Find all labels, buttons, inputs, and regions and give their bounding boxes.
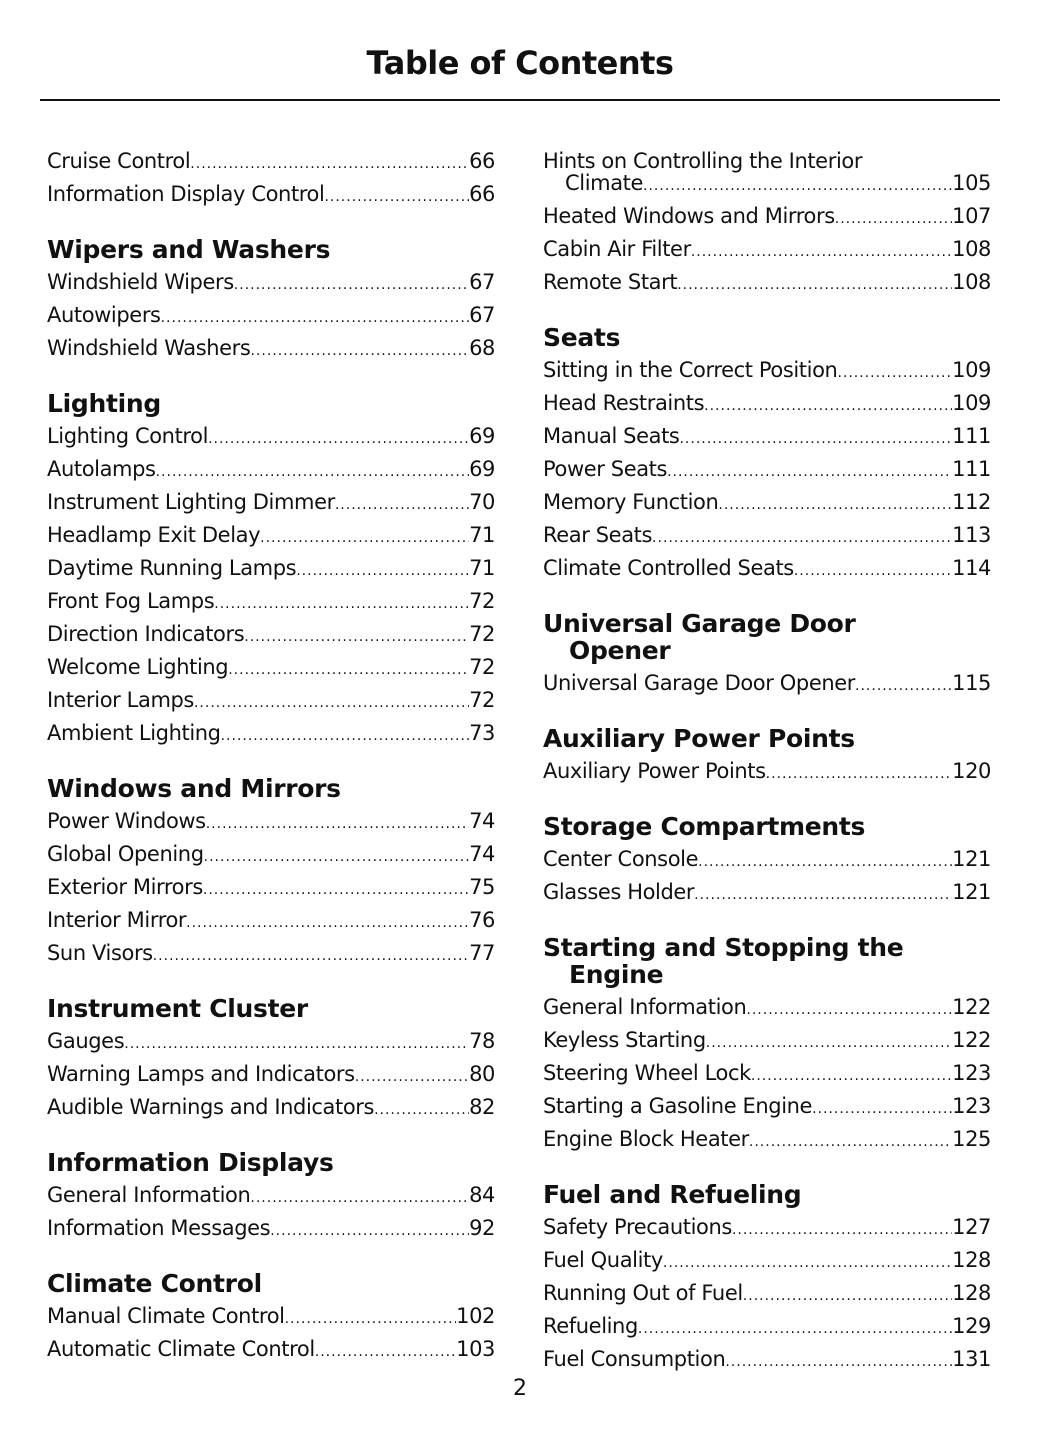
toc-entry-page: 127 — [952, 1215, 991, 1239]
toc-entry-label: Refueling — [543, 1314, 638, 1338]
toc-entry-label: Center Console — [543, 847, 699, 871]
toc-entry-label: Cruise Control — [47, 149, 191, 173]
toc-entry-page: 80 — [469, 1062, 495, 1086]
toc-entry-page: 77 — [469, 941, 495, 965]
dot-leader — [315, 1337, 456, 1367]
section-heading-text: Climate Control — [47, 1269, 262, 1298]
toc-entry-label: Gauges — [47, 1029, 125, 1053]
dot-leader — [704, 391, 952, 421]
toc-entry-page: 120 — [952, 759, 991, 783]
toc-entry[interactable] — [47, 685, 495, 718]
toc-entry[interactable] — [543, 267, 991, 300]
toc-entry[interactable] — [47, 1092, 495, 1125]
toc-entry[interactable] — [543, 1245, 991, 1278]
toc-entry[interactable] — [47, 1059, 495, 1092]
toc-entry-page: 115 — [952, 671, 991, 695]
section-heading — [47, 236, 495, 263]
toc-entry[interactable] — [47, 718, 495, 751]
dot-leader — [194, 688, 469, 718]
dot-leader — [743, 1281, 952, 1311]
toc-entry-page: 69 — [469, 424, 495, 448]
section-heading — [543, 610, 991, 664]
dot-leader — [663, 1248, 952, 1278]
toc-entry[interactable] — [543, 487, 991, 520]
toc-entry-page: 66 — [469, 182, 495, 206]
toc-entry[interactable] — [47, 520, 495, 553]
toc-entry-label: Steering Wheel Lock — [543, 1061, 751, 1085]
toc-entry[interactable] — [543, 146, 991, 201]
toc-entry-page: 84 — [469, 1183, 495, 1207]
dot-leader — [186, 908, 469, 938]
toc-entry-label: Starting a Gasoline Engine — [543, 1094, 813, 1118]
toc-entry-label: Glasses Holder — [543, 880, 695, 904]
toc-entry-label: Manual Climate Control — [47, 1304, 285, 1328]
toc-entry-page: 131 — [952, 1347, 991, 1371]
toc-entry-label: Exterior Mirrors — [47, 875, 203, 899]
toc-entry-label: Sitting in the Correct Position — [543, 358, 838, 382]
dot-leader — [153, 941, 469, 971]
toc-entry-label: Manual Seats — [543, 424, 680, 448]
toc-entry[interactable] — [543, 388, 991, 421]
toc-entry-label: Direction Indicators — [47, 622, 245, 646]
page-number: 2 — [513, 1376, 527, 1401]
section-heading — [543, 324, 991, 351]
toc-entry-label: Autowipers — [47, 303, 161, 327]
toc-entry-page: 67 — [469, 270, 495, 294]
dot-leader — [725, 1347, 952, 1377]
toc-entry-label: Safety Precautions — [543, 1215, 732, 1239]
toc-entry-label: Headlamp Exit Delay — [47, 523, 261, 547]
toc-entry[interactable] — [47, 1026, 495, 1059]
dot-leader — [652, 523, 952, 553]
toc-entry-page: 66 — [469, 149, 495, 173]
section-heading — [543, 725, 991, 752]
toc-entry-page: 111 — [952, 424, 991, 448]
toc-entry-page: 121 — [952, 847, 991, 871]
toc-section — [47, 995, 495, 1125]
toc-entry-page: 103 — [456, 1337, 495, 1361]
toc-section — [543, 1181, 991, 1377]
toc-entry-label: Climate Controlled Seats — [543, 556, 794, 580]
toc-entry[interactable] — [47, 179, 495, 212]
toc-entry-label: Global Opening — [47, 842, 204, 866]
dot-leader — [221, 721, 469, 751]
toc-entry-page: 128 — [952, 1281, 991, 1305]
toc-entry-page: 71 — [469, 523, 495, 547]
section-heading-text: Instrument Cluster — [47, 994, 308, 1023]
dot-leader — [204, 842, 469, 872]
toc-entry[interactable] — [47, 938, 495, 971]
dot-leader — [677, 270, 952, 300]
dot-leader — [203, 875, 469, 905]
toc-entry[interactable] — [543, 1025, 991, 1058]
toc-entry[interactable] — [543, 421, 991, 454]
toc-entry-label: Fuel Quality — [543, 1248, 663, 1272]
dot-leader — [679, 424, 952, 454]
toc-entry-label: Information Display Control — [47, 182, 325, 206]
toc-entry-label: Memory Function — [543, 490, 719, 514]
toc-entry-page: 125 — [952, 1127, 991, 1151]
toc-intro-entries — [543, 146, 991, 300]
dot-leader — [270, 1216, 469, 1246]
dot-leader — [732, 1215, 952, 1245]
toc-section — [47, 775, 495, 971]
toc-entry-page: 128 — [952, 1248, 991, 1272]
dot-leader — [285, 1304, 457, 1334]
toc-entry-label: Running Out of Fuel — [543, 1281, 743, 1305]
toc-section — [47, 236, 495, 366]
dot-leader — [214, 589, 469, 619]
toc-entry-page: 92 — [469, 1216, 495, 1240]
dot-leader — [643, 175, 952, 197]
toc-entry[interactable] — [543, 844, 991, 877]
toc-entry-label: Interior Mirror — [47, 908, 187, 932]
toc-entry-page: 102 — [456, 1304, 495, 1328]
section-heading — [47, 1149, 495, 1176]
section-heading-text: Storage Compartments — [543, 812, 866, 841]
toc-entry[interactable] — [47, 300, 495, 333]
toc-entry[interactable] — [47, 586, 495, 619]
toc-section — [47, 1270, 495, 1367]
toc-entry-label: Keyless Starting — [543, 1028, 706, 1052]
toc-entry[interactable] — [47, 1334, 495, 1367]
dot-leader — [124, 1029, 469, 1059]
toc-entry-label: Welcome Lighting — [47, 655, 229, 679]
toc-entry-label: General Information — [47, 1183, 251, 1207]
toc-entry-page: 114 — [952, 556, 991, 580]
toc-entry-page: 71 — [469, 556, 495, 580]
dot-leader — [156, 457, 469, 487]
toc-entry[interactable] — [47, 1180, 495, 1213]
toc-entry-page: 72 — [469, 589, 495, 613]
toc-entry-label: Rear Seats — [543, 523, 653, 547]
dot-leader — [691, 237, 952, 267]
section-heading — [543, 1181, 991, 1208]
toc-entry-page: 108 — [952, 270, 991, 294]
dot-leader — [855, 671, 952, 701]
toc-entry-label: Power Windows — [47, 809, 206, 833]
section-heading — [47, 775, 495, 802]
toc-section — [47, 390, 495, 751]
toc-entry[interactable] — [47, 267, 495, 300]
page-title: Table of Contents — [366, 44, 674, 82]
toc-entry-label: Ambient Lighting — [47, 721, 221, 745]
toc-entry[interactable] — [543, 1091, 991, 1124]
title-divider — [40, 99, 1000, 101]
toc-entry[interactable] — [543, 454, 991, 487]
toc-entry-label: Universal Garage Door Opener — [543, 671, 856, 695]
dot-leader — [718, 490, 952, 520]
dot-leader — [837, 358, 952, 388]
dot-leader — [812, 1094, 952, 1124]
dot-leader — [638, 1314, 952, 1344]
dot-leader — [296, 556, 469, 586]
toc-section — [543, 813, 991, 910]
toc-entry[interactable] — [543, 756, 991, 789]
dot-leader — [374, 1095, 469, 1125]
toc-entry-page: 109 — [952, 358, 991, 382]
toc-entry-page: 75 — [469, 875, 495, 899]
dot-leader — [749, 1127, 952, 1157]
toc-entry-page: 82 — [469, 1095, 495, 1119]
section-heading — [543, 813, 991, 840]
toc-entry[interactable] — [543, 520, 991, 553]
dot-leader — [250, 1183, 469, 1213]
dot-leader — [355, 1062, 469, 1092]
toc-entry-label: Autolamps — [47, 457, 156, 481]
section-heading — [47, 995, 495, 1022]
dot-leader — [234, 270, 469, 300]
section-heading-text: Seats — [543, 323, 621, 352]
toc-entry[interactable] — [543, 877, 991, 910]
toc-entry-label: Instrument Lighting Dimmer — [47, 490, 335, 514]
toc-entry-label: Fuel Consumption — [543, 1347, 726, 1371]
toc-section — [47, 1149, 495, 1246]
toc-entry-page: 121 — [952, 880, 991, 904]
toc-entry[interactable] — [47, 333, 495, 366]
toc-entry[interactable] — [47, 905, 495, 938]
toc-entry-page: 78 — [469, 1029, 495, 1053]
toc-entry-label: Daytime Running Lamps — [47, 556, 297, 580]
toc-entry-label: Interior Lamps — [47, 688, 194, 712]
toc-entry[interactable] — [543, 201, 991, 234]
section-heading — [47, 1270, 495, 1297]
toc-entry-page: 73 — [469, 721, 495, 745]
toc-entry-label: Automatic Climate Control — [47, 1337, 315, 1361]
toc-entry-label: Head Restraints — [543, 391, 705, 415]
toc-entry-label: General Information — [543, 995, 747, 1019]
dot-leader — [324, 182, 469, 212]
toc-entry-label: Remote Start — [543, 270, 678, 294]
toc-section — [543, 610, 991, 701]
toc-left-column — [47, 146, 495, 1391]
section-heading — [47, 390, 495, 417]
toc-entry[interactable] — [543, 1311, 991, 1344]
toc-entry-page: 72 — [469, 655, 495, 679]
toc-entry[interactable] — [47, 487, 495, 520]
dot-leader — [835, 204, 952, 234]
toc-entry-label: Heated Windows and Mirrors — [543, 204, 835, 228]
toc-entry-page: 123 — [952, 1061, 991, 1085]
toc-right-column — [543, 146, 991, 1401]
toc-section — [543, 725, 991, 789]
dot-leader — [766, 759, 952, 789]
dot-leader — [190, 149, 469, 179]
toc-entry[interactable] — [47, 146, 495, 179]
section-heading-text: Fuel and Refueling — [543, 1180, 802, 1209]
toc-entry-page: 69 — [469, 457, 495, 481]
toc-entry-page: 67 — [469, 303, 495, 327]
toc-entry[interactable] — [47, 1213, 495, 1246]
toc-entry-page: 111 — [952, 457, 991, 481]
section-heading-text: Information Displays — [47, 1148, 334, 1177]
dot-leader — [667, 457, 952, 487]
toc-entry-page: 70 — [469, 490, 495, 514]
dot-leader — [244, 622, 469, 652]
toc-entry-label: Power Seats — [543, 457, 668, 481]
toc-intro-entries — [47, 146, 495, 212]
toc-entry-label: Information Messages — [47, 1216, 271, 1240]
toc-entry[interactable] — [543, 355, 991, 388]
toc-entry[interactable] — [543, 668, 991, 701]
toc-entry-label: Warning Lamps and Indicators — [47, 1062, 355, 1086]
toc-entry-page: 123 — [952, 1094, 991, 1118]
toc-entry-page: 74 — [469, 842, 495, 866]
toc-entry[interactable] — [543, 553, 991, 586]
toc-section — [543, 934, 991, 1157]
toc-entry-page: 129 — [952, 1314, 991, 1338]
dot-leader — [206, 809, 469, 839]
section-heading-text: Auxiliary Power Points — [543, 724, 855, 753]
toc-entry-label: Lighting Control — [47, 424, 209, 448]
toc-entry[interactable] — [47, 872, 495, 905]
toc-entry[interactable] — [47, 619, 495, 652]
dot-leader — [794, 556, 952, 586]
section-heading-text-continued: Opener — [569, 636, 671, 665]
toc-entry[interactable] — [47, 454, 495, 487]
toc-entry[interactable] — [47, 1301, 495, 1334]
dot-leader — [335, 490, 469, 520]
dot-leader — [706, 1028, 952, 1058]
toc-entry[interactable] — [543, 1344, 991, 1377]
toc-entry-label: Sun Visors — [47, 941, 153, 965]
toc-entry-label: Front Fog Lamps — [47, 589, 215, 613]
toc-entry[interactable] — [47, 652, 495, 685]
toc-entry-page: 108 — [952, 237, 991, 261]
section-heading-text: Universal Garage Door — [543, 609, 856, 638]
dot-leader — [698, 847, 952, 877]
dot-leader — [260, 523, 469, 553]
toc-entry-page: 76 — [469, 908, 495, 932]
toc-entry[interactable] — [47, 421, 495, 454]
toc-entry-label: Auxiliary Power Points — [543, 759, 766, 783]
toc-entry-page: 122 — [952, 995, 991, 1019]
toc-entry[interactable] — [543, 1278, 991, 1311]
toc-entry[interactable] — [543, 1058, 991, 1091]
toc-entry-label: Cabin Air Filter — [543, 237, 691, 261]
toc-entry-label: Audible Warnings and Indicators — [47, 1095, 375, 1119]
toc-entry-page: 72 — [469, 688, 495, 712]
toc-entry[interactable] — [543, 992, 991, 1025]
toc-entry-label: Windshield Washers — [47, 336, 251, 360]
toc-entry[interactable] — [47, 806, 495, 839]
dot-leader — [746, 995, 952, 1025]
section-heading-text: Windows and Mirrors — [47, 774, 341, 803]
toc-entry-page: 112 — [952, 490, 991, 514]
section-heading-text: Lighting — [47, 389, 162, 418]
toc-entry[interactable] — [47, 553, 495, 586]
dot-leader — [228, 655, 469, 685]
toc-entry-page: 74 — [469, 809, 495, 833]
section-heading-text: Starting and Stopping the — [543, 933, 904, 962]
toc-entry[interactable] — [47, 839, 495, 872]
toc-entry-label: Hints on Controlling the Interior — [543, 149, 863, 173]
toc-entry-page: 109 — [952, 391, 991, 415]
toc-entry[interactable] — [543, 1124, 991, 1157]
toc-entry-label: Engine Block Heater — [543, 1127, 749, 1151]
section-heading — [543, 934, 991, 988]
toc-entry-label-continued: Climate — [565, 171, 644, 195]
toc-entry-page: 72 — [469, 622, 495, 646]
section-heading-text: Wipers and Washers — [47, 235, 331, 264]
dot-leader — [250, 336, 469, 366]
toc-entry-page: 105 — [952, 171, 991, 195]
toc-entry-label: Windshield Wipers — [47, 270, 234, 294]
toc-entry-page: 122 — [952, 1028, 991, 1052]
toc-entry-page: 68 — [469, 336, 495, 360]
toc-section — [543, 324, 991, 586]
dot-leader — [208, 424, 469, 454]
toc-entry-page: 107 — [952, 204, 991, 228]
section-heading-text-continued: Engine — [569, 960, 664, 989]
dot-leader — [161, 303, 469, 333]
toc-entry-page: 113 — [952, 523, 991, 547]
toc-entry[interactable] — [543, 234, 991, 267]
dot-leader — [751, 1061, 952, 1091]
toc-entry[interactable] — [543, 1212, 991, 1245]
dot-leader — [694, 880, 952, 910]
